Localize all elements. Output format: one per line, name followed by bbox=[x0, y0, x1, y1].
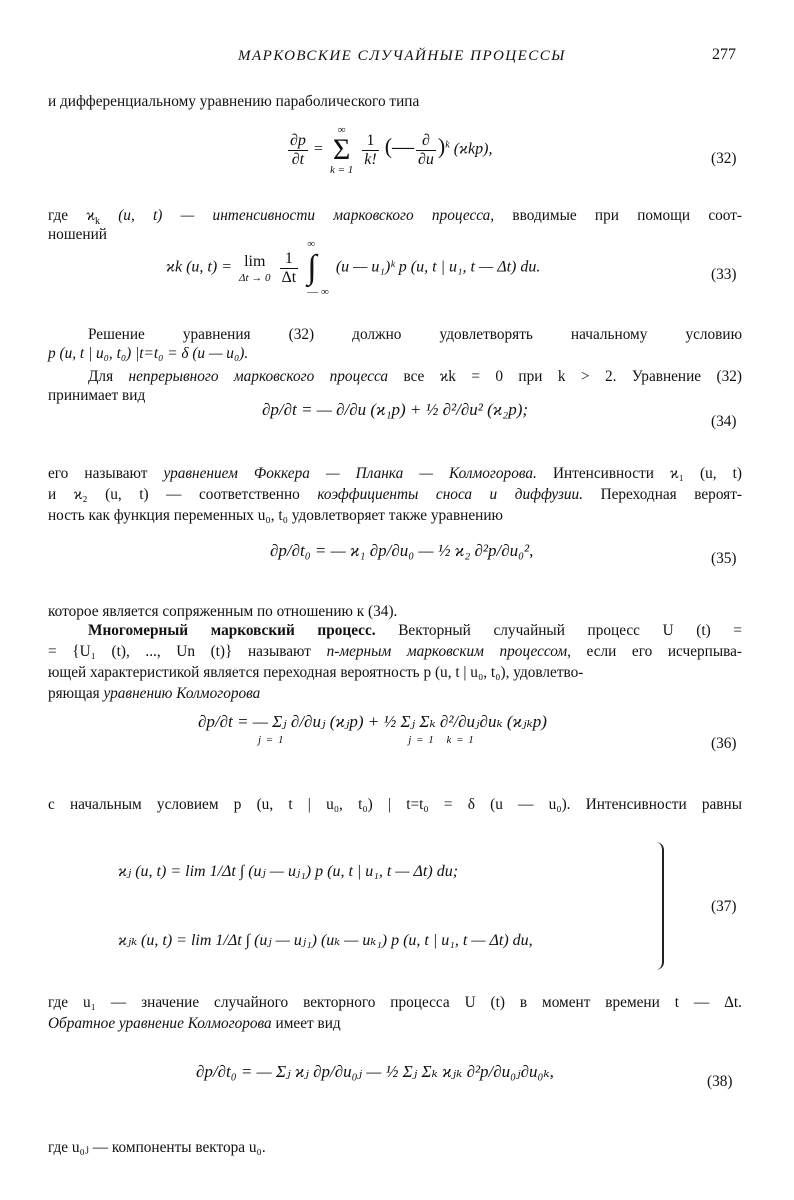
paragraph-multidim-line2: = {U₁ (t), ..., Un (t)} называют n-мерным марковским процессом, если его исчерпыва- bbox=[48, 643, 743, 660]
paragraph-fpk-line3: ность как функция переменных u₀, t₀ удовлетворяет также уравнению bbox=[48, 507, 503, 524]
equation-number-35: (35) bbox=[711, 550, 737, 567]
equation-number-33: (33) bbox=[711, 266, 737, 283]
paragraph-continuous-process: Для непрерывного марковского процесса все ϰk = 0 при k > 2. Уравнение (32) bbox=[88, 368, 742, 385]
equation-number-32: (32) bbox=[711, 150, 737, 167]
paragraph-intensities-cont: ношений bbox=[48, 226, 107, 243]
paragraph-intensities: где $ϰ_k$ (u, t) — интенсивности марковского процесса, вводимые при помощи соот- bbox=[48, 207, 742, 228]
paragraph-fpk-line1: его называют уравнением Фоккера — Планка — Колмогорова. Интенсивности ϰ₁ (u, t) bbox=[48, 465, 742, 482]
paragraph-components: где u₀ⱼ — компоненты вектора u₀. bbox=[48, 1139, 266, 1156]
equation-number-38: (38) bbox=[707, 1073, 733, 1090]
equation-number-37: (37) bbox=[711, 898, 737, 915]
equation-number-34: (34) bbox=[711, 413, 737, 430]
equation-33: ϰk (u, t) = lim Δt → 0 $\frac{1}{\Delta t}$ ∞ ∫ — ∞ (u — u₁)ᵏ p (u, t | u₁, t — Δt) du. bbox=[166, 238, 541, 298]
equation-36: ∂p/∂t = — Σⱼ ∂/∂uⱼ (ϰⱼp) + ½ Σⱼ Σₖ ∂²/∂uⱼ∂uₖ (ϰⱼₖp) j = 1 j = 1 k = 1 bbox=[198, 712, 547, 746]
equation-37-line1: ϰⱼ (u, t) = lim 1/Δt ∫ (uⱼ — uⱼ₁) p (u, t | u₁, t — Δt) du; bbox=[118, 863, 459, 880]
equation-34: ∂p/∂t = — ∂/∂u (ϰ₁p) + ½ ∂²/∂u² (ϰ₂p); bbox=[262, 400, 529, 419]
paragraph-fpk-line2: и ϰ₂ (u, t) — соответственно коэффициенты сноса и диффузии. Переходная вероят- bbox=[48, 486, 742, 503]
equation-37-brace bbox=[650, 842, 664, 970]
paragraph-initial-condition: Решение уравнения (32) должно удовлетворять начальному условию bbox=[88, 326, 742, 343]
equation-37-line2: ϰⱼₖ (u, t) = lim 1/Δt ∫ (uⱼ — uⱼ₁) (uₖ — uₖ₁) p (u, t | u₁, t — Δt) du, bbox=[118, 932, 533, 949]
equation-35: ∂p/∂t₀ = — ϰ₁ ∂p/∂u₀ — ½ ϰ₂ ∂²p/∂u₀², bbox=[270, 541, 534, 560]
paragraph-initial-condition-formula: p (u, t | u₀, t₀) |t=t₀ = δ (u — u₀). bbox=[48, 345, 249, 362]
paragraph-multidim-line4: ряющая уравнению Колмогорова bbox=[48, 685, 261, 702]
paragraph-continuous-process-cont: принимает вид bbox=[48, 387, 146, 404]
paragraph-adjoint: которое является сопряженным по отношению к (34). bbox=[48, 603, 398, 620]
paragraph-multidim-line1: Многомерный марковский процесс. Векторный случайный процесс U (t) = bbox=[88, 622, 742, 639]
paragraph-multidim-line3: ющей характеристикой является переходная вероятность p (u, t | u₀, t₀), удовлетво- bbox=[48, 664, 584, 681]
paragraph-intro: и дифференциальному уравнению параболического типа bbox=[48, 93, 420, 110]
paragraph-backward-equation: Обратное уравнение Колмогорова имеет вид bbox=[48, 1015, 341, 1032]
equation-number-36: (36) bbox=[711, 735, 737, 752]
paragraph-u1-definition: где u₁ — значение случайного векторного процесса U (t) в момент времени t — Δt. bbox=[48, 994, 742, 1011]
running-header-title: МАРКОВСКИЕ СЛУЧАЙНЫЕ ПРОЦЕССЫ bbox=[238, 48, 566, 64]
paragraph-initial-condition-2: с начальным условием p (u, t | u₀, t₀) | t=t₀ = δ (u — u₀). Интенсивности равны bbox=[48, 796, 742, 813]
equation-32: $\frac{\partial p}{\partial t}$ = ∞ Σ k = 1 $\frac{1}{k!}$ (— $\frac{\partial}{\partial u}$ )$^k$ (ϰkp), bbox=[290, 124, 493, 176]
page-number: 277 bbox=[712, 46, 736, 63]
equation-38: ∂p/∂t₀ = — Σⱼ ϰⱼ ∂p/∂u₀ⱼ — ½ Σⱼ Σₖ ϰⱼₖ ∂²p/∂u₀ⱼ∂u₀ₖ, bbox=[196, 1062, 554, 1081]
